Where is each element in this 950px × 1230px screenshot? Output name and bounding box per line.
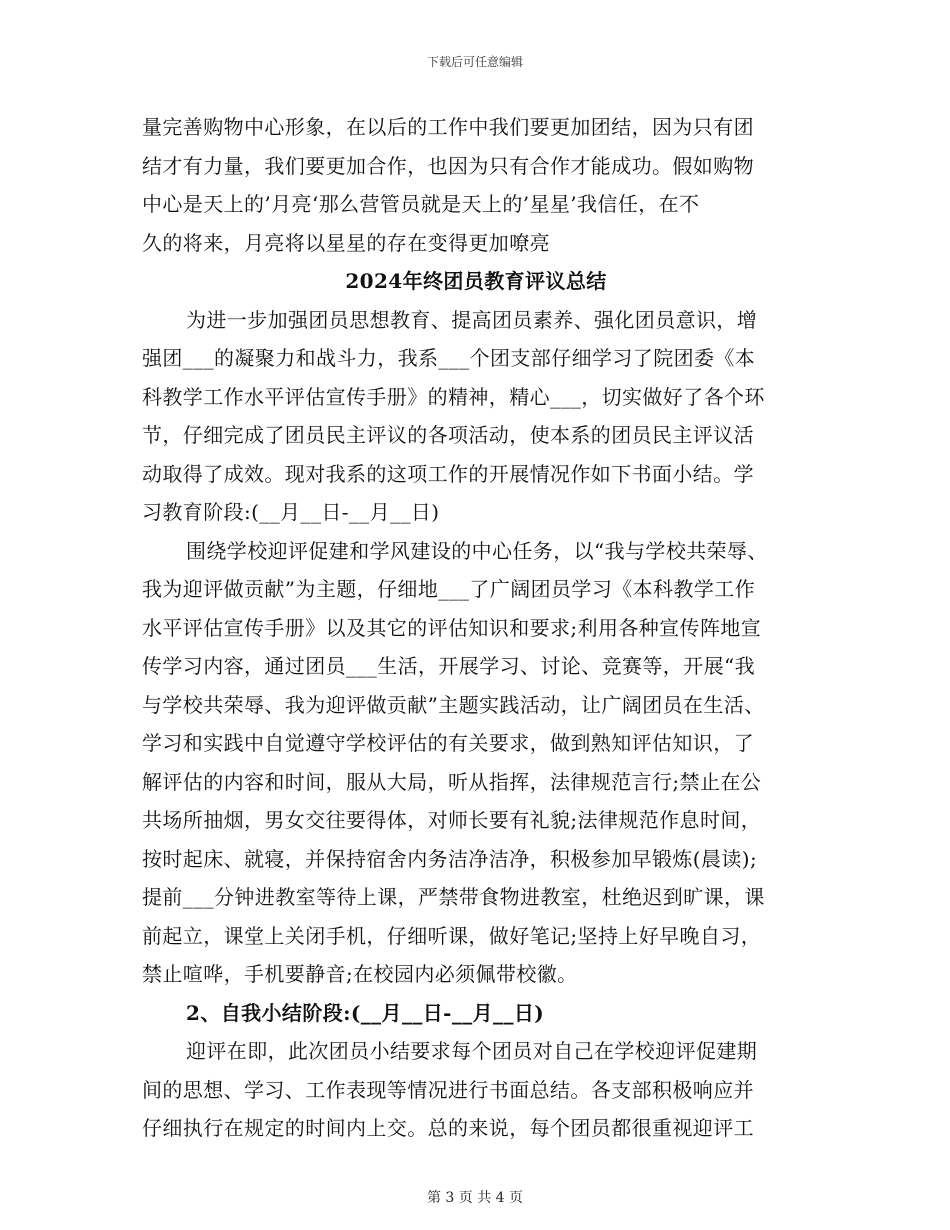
- document-body: [142, 108, 810, 1148]
- text-line: 传学习内容，通过团员___生活，开展学习、讨论、竞赛等，开展“我: [142, 654, 756, 678]
- text-line: 解评估的内容和时间，服从大局，听从指挥，法律规范言行;禁止在公: [142, 769, 762, 794]
- text-line: 结才有力量，我们要更加合作，也因为只有合作才能成功。假如购物: [142, 153, 754, 178]
- page-header: 下载后可任意编辑: [426, 55, 523, 69]
- text-line: 中心是天上的’月亮‘那么营管员就是天上的’星星’我信任，在不: [142, 192, 700, 216]
- text-line: 按时起床、就寝，并保持宿舍内务洁净洁净，积极参加早锻炼(晨读);: [142, 846, 758, 871]
- text-line: 与学校共荣辱、我为迎评做贡献”主题实践活动，让广阔团员在生活、: [142, 692, 765, 717]
- text-line: 仔细执行在规定的时间内上交。总的来说，每个团员都很重视迎评工: [142, 1116, 754, 1140]
- text-line: 围绕学校迎评促建和学风建设的中心任务，以“我与学校共荣辱、: [186, 538, 768, 563]
- text-line: 为进一步加强团员思想教育、提高团员素养、强化团员意识，增: [186, 307, 758, 332]
- text-line: 提前___分钟进教室等待上课，严禁带食物进教室，杜绝迟到旷课，课: [142, 885, 765, 909]
- text-line: 前起立，课堂上关闭手机，仔细听课，做好笔记;坚持上好早晚自习，: [142, 923, 762, 948]
- text-line: 我为迎评做贡献”为主题，仔细地___了广阔团员学习《本科教学工作: [142, 577, 756, 601]
- text-line: 共场所抽烟，男女交往要得体，对师长要有礼貌;法律规范作息时间，: [142, 808, 762, 832]
- text-line: 科教学工作水平评估宣传手册》的精神，精心___，切实做好了各个环: [142, 384, 765, 409]
- text-line: 迎评在即，此次团员小结要求每个团员对自己在学校迎评促建期: [186, 1039, 758, 1063]
- text-line: 强团___的凝聚力和战斗力，我系___个团支部仔细学习了院团委《本: [142, 346, 756, 370]
- page-footer: 第 3 页 共 4 页: [426, 1190, 524, 1206]
- text-line: 间的思想、学习、工作表现等情况进行书面总结。各支部积极响应并: [142, 1077, 754, 1102]
- text-line: 量完善购物中心形象，在以后的工作中我们要更加团结，因为只有团: [142, 115, 754, 139]
- text-line: 久的将来，月亮将以星星的存在变得更加嘹亮: [142, 230, 550, 255]
- text-line: 习教育阶段:(__月__日-__月__日): [142, 500, 440, 524]
- section-heading: 2、自我小结阶段:(__月__日-__月__日): [186, 1000, 545, 1025]
- text-line: 学习和实践中自觉遵守学校评估的有关要求，做到熟知评估知识，了: [142, 731, 754, 755]
- document-title: 2024年终团员教育评议总结: [345, 269, 607, 293]
- text-line: 水平评估宣传手册》以及其它的评估知识和要求;利用各种宣传阵地宣: [142, 615, 762, 640]
- text-line: 动取得了成效。现对我系的这项工作的开展情况作如下书面小结。学: [142, 461, 754, 486]
- text-line: 节，仔细完成了团员民主评议的各项活动，使本系的团员民主评议活: [142, 423, 754, 447]
- text-line: 禁止喧哗，手机要静音;在校园内必须佩带校徽。: [142, 962, 578, 986]
